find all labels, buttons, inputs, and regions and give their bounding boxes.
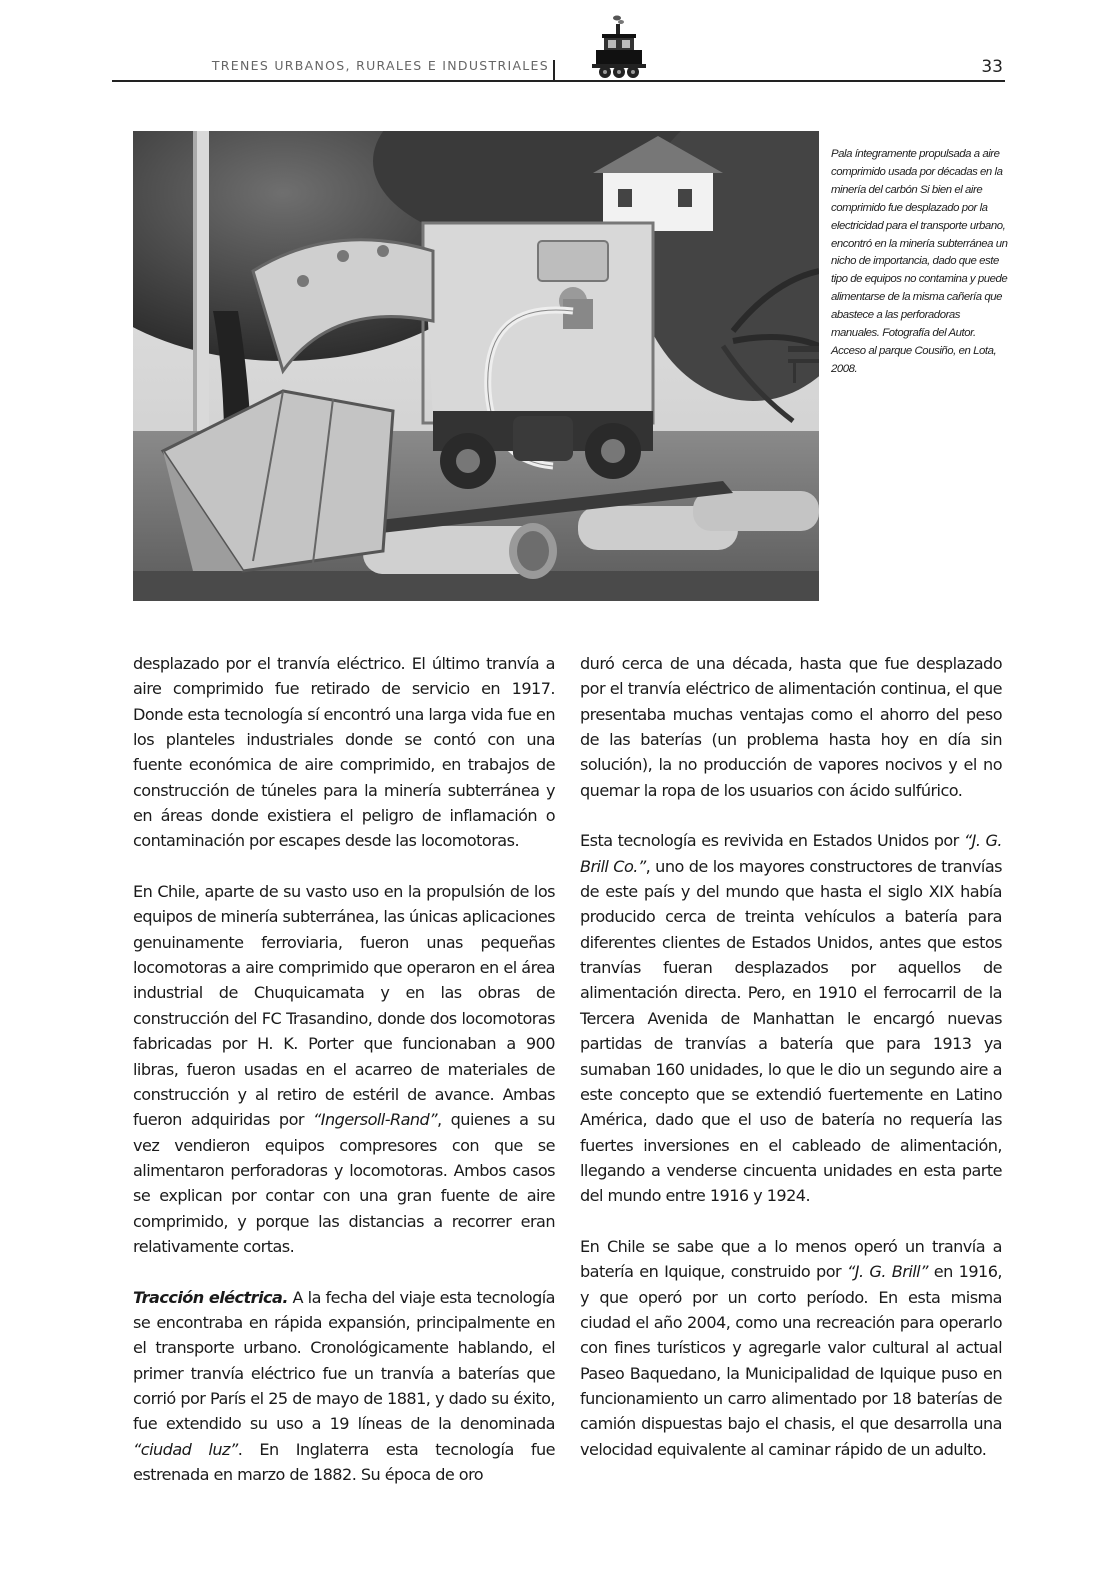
paragraph: En Chile, aparte de su vasto uso en la propulsión de los equipos de minería subterránea, las únicas aplicaciones genuinamente ferroviaria, fueron unas pequeñas locomotoras a aire comprimido que operaron en el área industrial de Chuquicamata y en las obras de construcción del FC Trasandino, donde dos locomotoras fabricadas por H. K. Porter que funcionaban a 900 libras, fueron usadas en el acarreo de materiales de construcción y al retiro de estéril de avance. Ambas fueron adquiridas por “Ingersoll-Rand”, quienes a su vez vendieron equipos compresores con que se alimentaron perforadoras y locomotoras. Ambos casos se explican por contar con una gran fuente de aire comprimido, y porque las distancias a recorrer eran relativamente cortas. [133,882,555,1256]
figure-caption: Pala íntegramente propulsada a aire comprimido usada por décadas en la minería del carbón Si bien el aire comprimido fue desplazado por la electricidad para el transporte urbano, encontró en la minería subterránea un nicho de importancia, dado que este tipo de equipos no contamina y puede alimentarse de la misma cañería que abastece a las perforadoras manuales. Fotografía del Autor. Acceso al parque Cousiño, en Lota, 2008. [831,148,1008,375]
running-title: TRENES URBANOS, RURALES E INDUSTRIALES [211,58,549,73]
paragraph: Tracción eléctrica. A la fecha del viaje esta tecnología se encontraba en rápida expansión, principalmente en el transporte urbano. Cronológicamente hablando, el primer tranvía eléctrico fue un tranvía a baterías que corrió por París el 25 de mayo de 1881, y dado su éxito, fue extendido su uso a 19 líneas de la denominada “ciudad luz”. En Inglaterra esta tecnología fue estrenada en marzo de 1882. Su época de oro [133,1287,555,1484]
mining-shovel-photo [133,131,819,601]
photo-illustration [133,131,819,601]
paragraph: En Chile se sabe que a lo menos operó un tranvía a batería en Iquique, construido por “J. G. Brill” en 1916, y que operó por un corto período. En esta misma ciudad el año 2004, como una recreación para operarlo con fines turísticos y agregarle valor cultural al actual Paseo Baquedano, la Municipalidad de Iquique puso en funcionamiento un carro alimentado por 18 baterías de camión dispuestas bajo el chasis, el que desarrolla una velocidad equivalente al caminar rápido de un adulto. [580,1236,1002,1459]
paragraph: duró cerca de una década, hasta que fue desplazado por el tranvía eléctrico de alimentación continua, el que presentaba muchas ventajas como el ahorro del peso de las baterías (un problema hasta hoy en día sin solución), la no producción de vapores nocivos y el no quemar la ropa de los usuarios con ácido sulfúrico. [580,654,1002,800]
left-column [133,651,555,1487]
section-lead: Tracción eléctrica. [133,1287,288,1307]
right-column [580,651,1002,1462]
paragraph: Esta tecnología es revivida en Estados Unidos por “J. G. Brill Co.”, uno de los mayores constructores de tranvías de este país y del mundo que hasta el siglo XIX había producido cerca de treinta vehículos a batería para diferentes clientes de Estados Unidos, antes que estos tranvías fueran desplazados por aquellos de alimentación directa. Pero, en 1910 el ferrocarril de la Tercera Avenida de Manhattan le encargó nuevas partidas de tranvías a batería que para 1913 ya sumaban 160 unidades, lo que le dio un segundo aire a este concepto que se extendió fuertemente en Latino América, dado que el uso de batería no requería las fuertes inversiones en el cableado de alimentación, llegando a venderse cincuenta unidades en esta parte del mundo entre 1916 y 1924. [580,831,1002,1206]
locomotive-icon [588,14,650,80]
header-separator [553,60,555,80]
page-number: 33 [981,57,1003,77]
paragraph: desplazado por el tranvía eléctrico. El último tranvía a aire comprimido fue retirado de servicio en 1917. Donde esta tecnología sí encontró una larga vida fue en los planteles industriales donde se contó con una fuente económica de aire comprimido, en trabajos de construcción de túneles para la minería subterránea y en áreas donde existiera el peligro de inflamación o contaminación por escapes desde las locomotoras. [133,654,556,851]
header-rule [112,80,1005,82]
